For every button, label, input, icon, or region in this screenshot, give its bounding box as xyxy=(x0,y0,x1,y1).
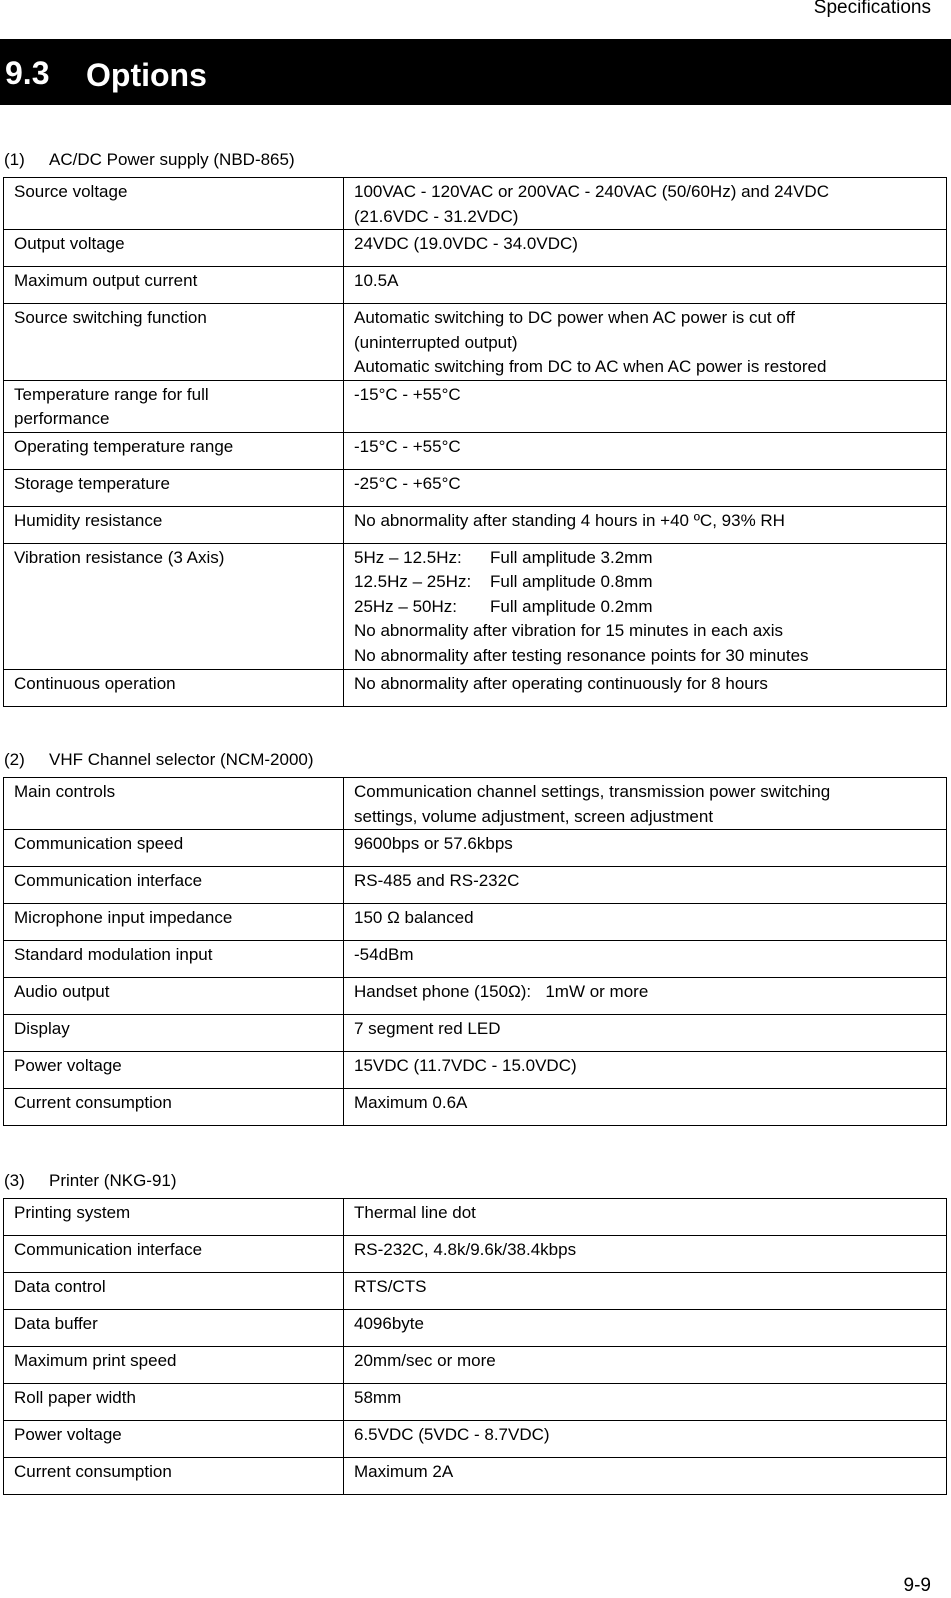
spec-value: 15VDC (11.7VDC - 15.0VDC) xyxy=(344,1052,947,1089)
table-row xyxy=(4,1015,947,1052)
table-row xyxy=(4,904,947,941)
vibration-note: No abnormality after vibration for 15 minutes in each axis xyxy=(354,621,783,640)
spec-label: Source switching function xyxy=(4,304,344,381)
running-header: Specifications xyxy=(813,0,931,18)
spec-value: -25°C - +65°C xyxy=(344,469,947,506)
spec-label: Current consumption xyxy=(4,1458,344,1495)
spec-label: Display xyxy=(4,1015,344,1052)
spec-label: Power voltage xyxy=(4,1421,344,1458)
spec-value: 10.5A xyxy=(344,267,947,304)
table-row xyxy=(4,941,947,978)
subsection-title: Printer (NKG-91) xyxy=(49,1171,177,1190)
table-row xyxy=(4,1052,947,1089)
vibration-band xyxy=(354,595,936,620)
subsection-heading-power-supply xyxy=(4,149,295,171)
section-title-bar xyxy=(0,39,951,105)
table-row xyxy=(4,1347,947,1384)
table-row xyxy=(4,778,947,830)
table-row xyxy=(4,1236,947,1273)
table-row xyxy=(4,867,947,904)
subsection-number: (2) xyxy=(4,750,25,769)
spec-value: 7 segment red LED xyxy=(344,1015,947,1052)
spec-label: Maximum print speed xyxy=(4,1347,344,1384)
spec-label: Maximum output current xyxy=(4,267,344,304)
table-row xyxy=(4,1384,947,1421)
spec-label: Main controls xyxy=(4,778,344,830)
spec-value: RS-232C, 4.8k/9.6k/38.4kbps xyxy=(344,1236,947,1273)
vibration-frequency: 5Hz – 12.5Hz: xyxy=(354,547,462,567)
spec-value: -15°C - +55°C xyxy=(344,380,947,432)
spec-value: RTS/CTS xyxy=(344,1273,947,1310)
vibration-amplitude: Full amplitude 0.8mm xyxy=(490,572,653,591)
table-row xyxy=(4,506,947,543)
vibration-note: No abnormality after testing resonance points for 30 minutes xyxy=(354,645,809,665)
spec-label: Communication interface xyxy=(4,867,344,904)
spec-value: 4096byte xyxy=(344,1310,947,1347)
spec-value: 20mm/sec or more xyxy=(344,1347,947,1384)
table-row xyxy=(4,978,947,1015)
spec-label: Power voltage xyxy=(4,1052,344,1089)
subsection-title: VHF Channel selector (NCM-2000) xyxy=(49,750,314,769)
table-row xyxy=(4,830,947,867)
spec-value: 6.5VDC (5VDC - 8.7VDC) xyxy=(344,1421,947,1458)
spec-value: 58mm xyxy=(344,1384,947,1421)
spec-value-vibration xyxy=(344,543,947,669)
table-row xyxy=(4,469,947,506)
table-row xyxy=(4,432,947,469)
table-row xyxy=(4,1089,947,1126)
spec-value: Thermal line dot xyxy=(344,1199,947,1236)
spec-value: -54dBm xyxy=(344,941,947,978)
table-row xyxy=(4,669,947,706)
spec-label: Current consumption xyxy=(4,1089,344,1126)
spec-value: Handset phone (150Ω): 1mW or more xyxy=(344,978,947,1015)
spec-value: 9600bps or 57.6kbps xyxy=(344,830,947,867)
spec-label: Communication speed xyxy=(4,830,344,867)
subsection-title: AC/DC Power supply (NBD-865) xyxy=(49,150,295,169)
spec-value: -15°C - +55°C xyxy=(344,432,947,469)
spec-value: No abnormality after standing 4 hours in +40 ºC, 93% RH xyxy=(344,506,947,543)
spec-value: 24VDC (19.0VDC - 34.0VDC) xyxy=(344,230,947,267)
spec-table-power-supply xyxy=(3,177,947,707)
table-row xyxy=(4,304,947,381)
spec-value: RS-485 and RS-232C xyxy=(344,867,947,904)
spec-label: Data control xyxy=(4,1273,344,1310)
table-row xyxy=(4,178,947,230)
subsection-heading-printer xyxy=(4,1170,177,1192)
vibration-amplitude: Full amplitude 3.2mm xyxy=(490,547,653,567)
spec-label: Continuous operation xyxy=(4,669,344,706)
table-row xyxy=(4,380,947,432)
spec-value: Automatic switching to DC power when AC power is cut off (uninterrupted output) Automatic switching from DC to AC when AC power is restored xyxy=(344,304,947,381)
spec-label: Operating temperature range xyxy=(4,432,344,469)
table-row xyxy=(4,1421,947,1458)
table-row xyxy=(4,1273,947,1310)
vibration-frequency: 12.5Hz – 25Hz: xyxy=(354,572,472,591)
vibration-band xyxy=(354,546,936,571)
subsection-number: (3) xyxy=(4,1171,25,1190)
spec-value: Maximum 0.6A xyxy=(344,1089,947,1126)
spec-label: Communication interface xyxy=(4,1236,344,1273)
section-title: Options xyxy=(86,57,207,93)
spec-label: Microphone input impedance xyxy=(4,904,344,941)
table-row xyxy=(4,543,947,669)
spec-label: Source voltage xyxy=(4,178,344,230)
spec-label: Roll paper width xyxy=(4,1384,344,1421)
spec-label: Audio output xyxy=(4,978,344,1015)
table-row xyxy=(4,1310,947,1347)
subsection-number: (1) xyxy=(4,150,25,169)
spec-value: 100VAC - 120VAC or 200VAC - 240VAC (50/60Hz) and 24VDC (21.6VDC - 31.2VDC) xyxy=(344,178,947,230)
section-number: 9.3 xyxy=(5,55,50,91)
vibration-amplitude: Full amplitude 0.2mm xyxy=(490,596,653,616)
vibration-frequency: 25Hz – 50Hz: xyxy=(354,596,457,616)
spec-value: No abnormality after operating continuously for 8 hours xyxy=(344,669,947,706)
spec-table-printer xyxy=(3,1198,947,1495)
table-row xyxy=(4,1199,947,1236)
spec-table-channel-selector xyxy=(3,777,947,1126)
spec-label: Vibration resistance (3 Axis) xyxy=(4,543,344,669)
table-row xyxy=(4,267,947,304)
spec-label: Printing system xyxy=(4,1199,344,1236)
table-row xyxy=(4,230,947,267)
vibration-band xyxy=(354,570,936,595)
subsection-heading-channel-selector xyxy=(4,749,314,771)
spec-label: Data buffer xyxy=(4,1310,344,1347)
spec-label: Standard modulation input xyxy=(4,941,344,978)
spec-label: Temperature range for full performance xyxy=(4,380,344,432)
spec-label: Humidity resistance xyxy=(4,506,344,543)
spec-value: Communication channel settings, transmission power switching settings, volume adjustment, screen adjustment xyxy=(344,778,947,830)
spec-label: Storage temperature xyxy=(4,469,344,506)
page-number: 9-9 xyxy=(903,1575,931,1596)
spec-label: Output voltage xyxy=(4,230,344,267)
spec-value: Maximum 2A xyxy=(344,1458,947,1495)
table-row xyxy=(4,1458,947,1495)
spec-value: 150 Ω balanced xyxy=(344,904,947,941)
